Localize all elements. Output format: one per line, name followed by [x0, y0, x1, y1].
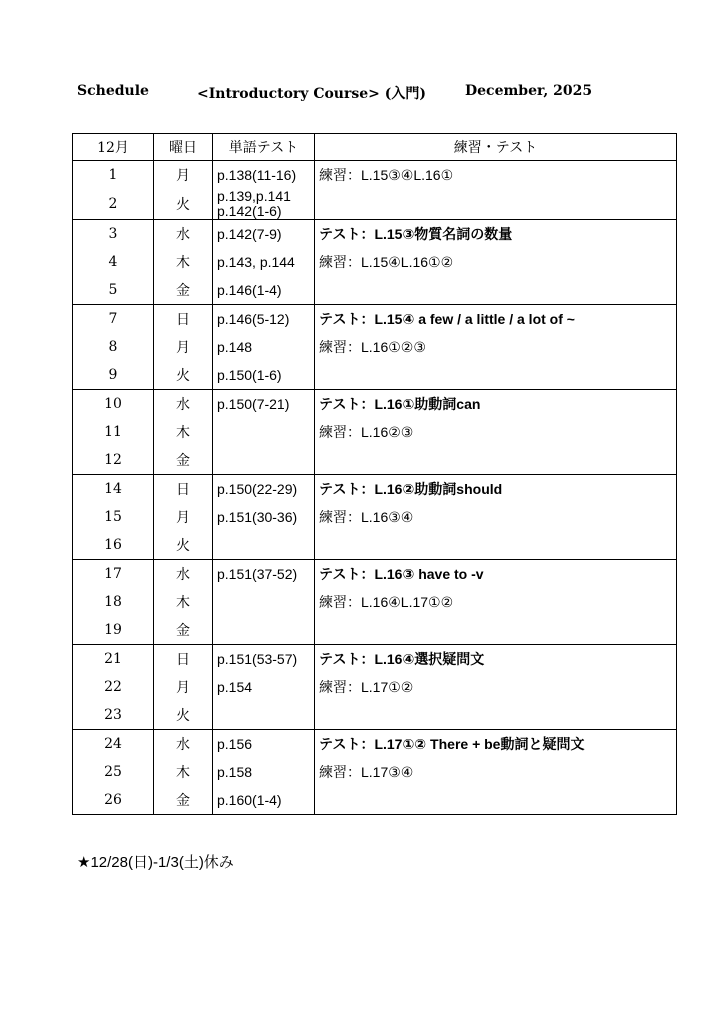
word-test-line: p.150(7-21) — [217, 396, 290, 412]
header-course-title: <Introductory Course> (入門) — [197, 86, 426, 102]
date-cell: 17 — [73, 560, 154, 589]
word-test-cell — [213, 616, 315, 645]
date-cell: 8 — [73, 333, 154, 361]
word-test-line: p.142(7-9) — [217, 226, 282, 242]
word-test-cell — [213, 220, 315, 249]
date-cell: 19 — [73, 616, 154, 645]
table-row — [73, 588, 677, 616]
date-cell: 22 — [73, 673, 154, 701]
practice-test-cell — [315, 189, 677, 220]
weekday-cell: 金 — [154, 276, 213, 305]
weekday-cell: 金 — [154, 446, 213, 475]
word-test-line: p.139,p.141 — [217, 188, 291, 204]
practice-test-cell — [315, 786, 677, 815]
practice-test-cell: 練習：L.15③④L.16① — [315, 161, 677, 190]
word-test-line: p.138(11-16) — [217, 167, 297, 183]
word-test-cell — [213, 276, 315, 305]
word-test-cell — [213, 503, 315, 531]
table-row — [73, 446, 677, 475]
date-cell: 10 — [73, 390, 154, 419]
table-row — [73, 418, 677, 446]
date-cell: 25 — [73, 758, 154, 786]
word-test-cell — [213, 418, 315, 446]
table-row — [73, 220, 677, 249]
weekday-cell: 水 — [154, 560, 213, 589]
practice-test-cell: テスト：L.16②助動詞should — [315, 475, 677, 504]
table-row — [73, 531, 677, 560]
weekday-cell: 木 — [154, 418, 213, 446]
date-cell: 23 — [73, 701, 154, 730]
schedule-table — [72, 133, 677, 815]
table-row — [73, 645, 677, 674]
practice-test-cell: テスト：L.16③ have to -v — [315, 560, 677, 589]
weekday-cell: 日 — [154, 645, 213, 674]
practice-test-cell: 練習：L.17③④ — [315, 758, 677, 786]
date-cell: 1 — [73, 161, 154, 190]
word-test-cell — [213, 305, 315, 334]
word-test-line: p.160(1-4) — [217, 792, 282, 808]
practice-test-cell: 練習：L.16②③ — [315, 418, 677, 446]
date-cell: 14 — [73, 475, 154, 504]
word-test-line: p.146(5-12) — [217, 311, 290, 327]
weekday-cell: 木 — [154, 758, 213, 786]
date-cell: 5 — [73, 276, 154, 305]
word-test-line: p.150(22-29) — [217, 481, 298, 497]
practice-test-cell: 練習：L.15④L.16①② — [315, 248, 677, 276]
word-test-line: p.142(1-6) — [217, 203, 282, 219]
weekday-cell: 火 — [154, 189, 213, 220]
column-header-practice-test: 練習・テスト — [315, 134, 677, 161]
practice-test-cell: 練習：L.16③④ — [315, 503, 677, 531]
word-test-cell — [213, 161, 315, 190]
weekday-cell: 木 — [154, 248, 213, 276]
word-test-cell — [213, 390, 315, 419]
table-row — [73, 673, 677, 701]
table-row — [73, 758, 677, 786]
date-cell: 21 — [73, 645, 154, 674]
word-test-cell — [213, 673, 315, 701]
date-cell: 9 — [73, 361, 154, 390]
header-schedule-label: Schedule — [77, 83, 149, 99]
word-test-cell — [213, 786, 315, 815]
date-cell: 2 — [73, 189, 154, 220]
weekday-cell: 日 — [154, 305, 213, 334]
word-test-line: p.154 — [217, 679, 253, 695]
date-cell: 4 — [73, 248, 154, 276]
date-cell: 11 — [73, 418, 154, 446]
column-header-word-test: 単語テスト — [213, 134, 315, 161]
date-cell: 18 — [73, 588, 154, 616]
schedule-body — [73, 161, 677, 815]
weekday-cell: 月 — [154, 333, 213, 361]
table-row — [73, 786, 677, 815]
practice-test-cell: 練習：L.16①②③ — [315, 333, 677, 361]
weekday-cell: 日 — [154, 475, 213, 504]
table-row — [73, 730, 677, 759]
word-test-cell — [213, 758, 315, 786]
table-row — [73, 701, 677, 730]
practice-test-cell: テスト：L.15④ a few / a little / a lot of ~ — [315, 305, 677, 334]
word-test-line: p.151(37-52) — [217, 566, 298, 582]
weekday-cell: 金 — [154, 786, 213, 815]
header-month: December, 2025 — [465, 83, 593, 99]
word-test-cell — [213, 361, 315, 390]
table-row — [73, 361, 677, 390]
table-row — [73, 503, 677, 531]
date-cell: 16 — [73, 531, 154, 560]
date-cell: 26 — [73, 786, 154, 815]
weekday-cell: 木 — [154, 588, 213, 616]
word-test-cell — [213, 701, 315, 730]
word-test-line: p.146(1-4) — [217, 282, 282, 298]
date-cell: 15 — [73, 503, 154, 531]
weekday-cell: 火 — [154, 531, 213, 560]
practice-test-cell — [315, 361, 677, 390]
word-test-line: p.151(30-36) — [217, 509, 298, 525]
table-row — [73, 475, 677, 504]
table-row — [73, 390, 677, 419]
date-cell: 24 — [73, 730, 154, 759]
practice-test-cell — [315, 701, 677, 730]
weekday-cell: 水 — [154, 390, 213, 419]
word-test-cell — [213, 333, 315, 361]
word-test-line: p.158 — [217, 764, 253, 780]
word-test-line: p.150(1-6) — [217, 367, 282, 383]
word-test-cell — [213, 588, 315, 616]
practice-test-cell: 練習：L.17①② — [315, 673, 677, 701]
practice-test-cell: テスト：L.15③物質名詞の数量 — [315, 220, 677, 249]
column-header-weekday: 曜日 — [154, 134, 213, 161]
practice-test-cell — [315, 446, 677, 475]
table-row — [73, 189, 677, 220]
table-row — [73, 276, 677, 305]
weekday-cell: 火 — [154, 361, 213, 390]
weekday-cell: 水 — [154, 730, 213, 759]
table-row — [73, 248, 677, 276]
practice-test-cell: テスト：L.17①② There + be動詞と疑問文 — [315, 730, 677, 759]
table-row — [73, 161, 677, 190]
table-row — [73, 305, 677, 334]
word-test-cell — [213, 531, 315, 560]
weekday-cell: 金 — [154, 616, 213, 645]
table-header-row — [73, 134, 677, 161]
table-row — [73, 616, 677, 645]
practice-test-cell — [315, 276, 677, 305]
word-test-line: p.151(53-57) — [217, 651, 298, 667]
word-test-cell — [213, 189, 315, 220]
word-test-cell — [213, 645, 315, 674]
column-header-date: 12月 — [73, 134, 154, 161]
date-cell: 7 — [73, 305, 154, 334]
weekday-cell: 水 — [154, 220, 213, 249]
weekday-cell: 月 — [154, 673, 213, 701]
practice-test-cell — [315, 616, 677, 645]
practice-test-cell: テスト：L.16④選択疑問文 — [315, 645, 677, 674]
word-test-cell — [213, 475, 315, 504]
word-test-cell — [213, 730, 315, 759]
practice-test-cell — [315, 531, 677, 560]
date-cell: 3 — [73, 220, 154, 249]
weekday-cell: 火 — [154, 701, 213, 730]
practice-test-cell: 練習：L.16④L.17①② — [315, 588, 677, 616]
word-test-cell — [213, 560, 315, 589]
weekday-cell: 月 — [154, 503, 213, 531]
table-row — [73, 333, 677, 361]
date-cell: 12 — [73, 446, 154, 475]
word-test-cell — [213, 248, 315, 276]
word-test-line: p.156 — [217, 736, 253, 752]
table-row — [73, 560, 677, 589]
word-test-line: p.148 — [217, 339, 253, 355]
weekday-cell: 月 — [154, 161, 213, 190]
holiday-note: ★12/28(日)-1/3(土)休み — [77, 854, 234, 871]
word-test-line: p.143, p.144 — [217, 254, 295, 270]
practice-test-cell: テスト：L.16①助動詞can — [315, 390, 677, 419]
word-test-cell — [213, 446, 315, 475]
